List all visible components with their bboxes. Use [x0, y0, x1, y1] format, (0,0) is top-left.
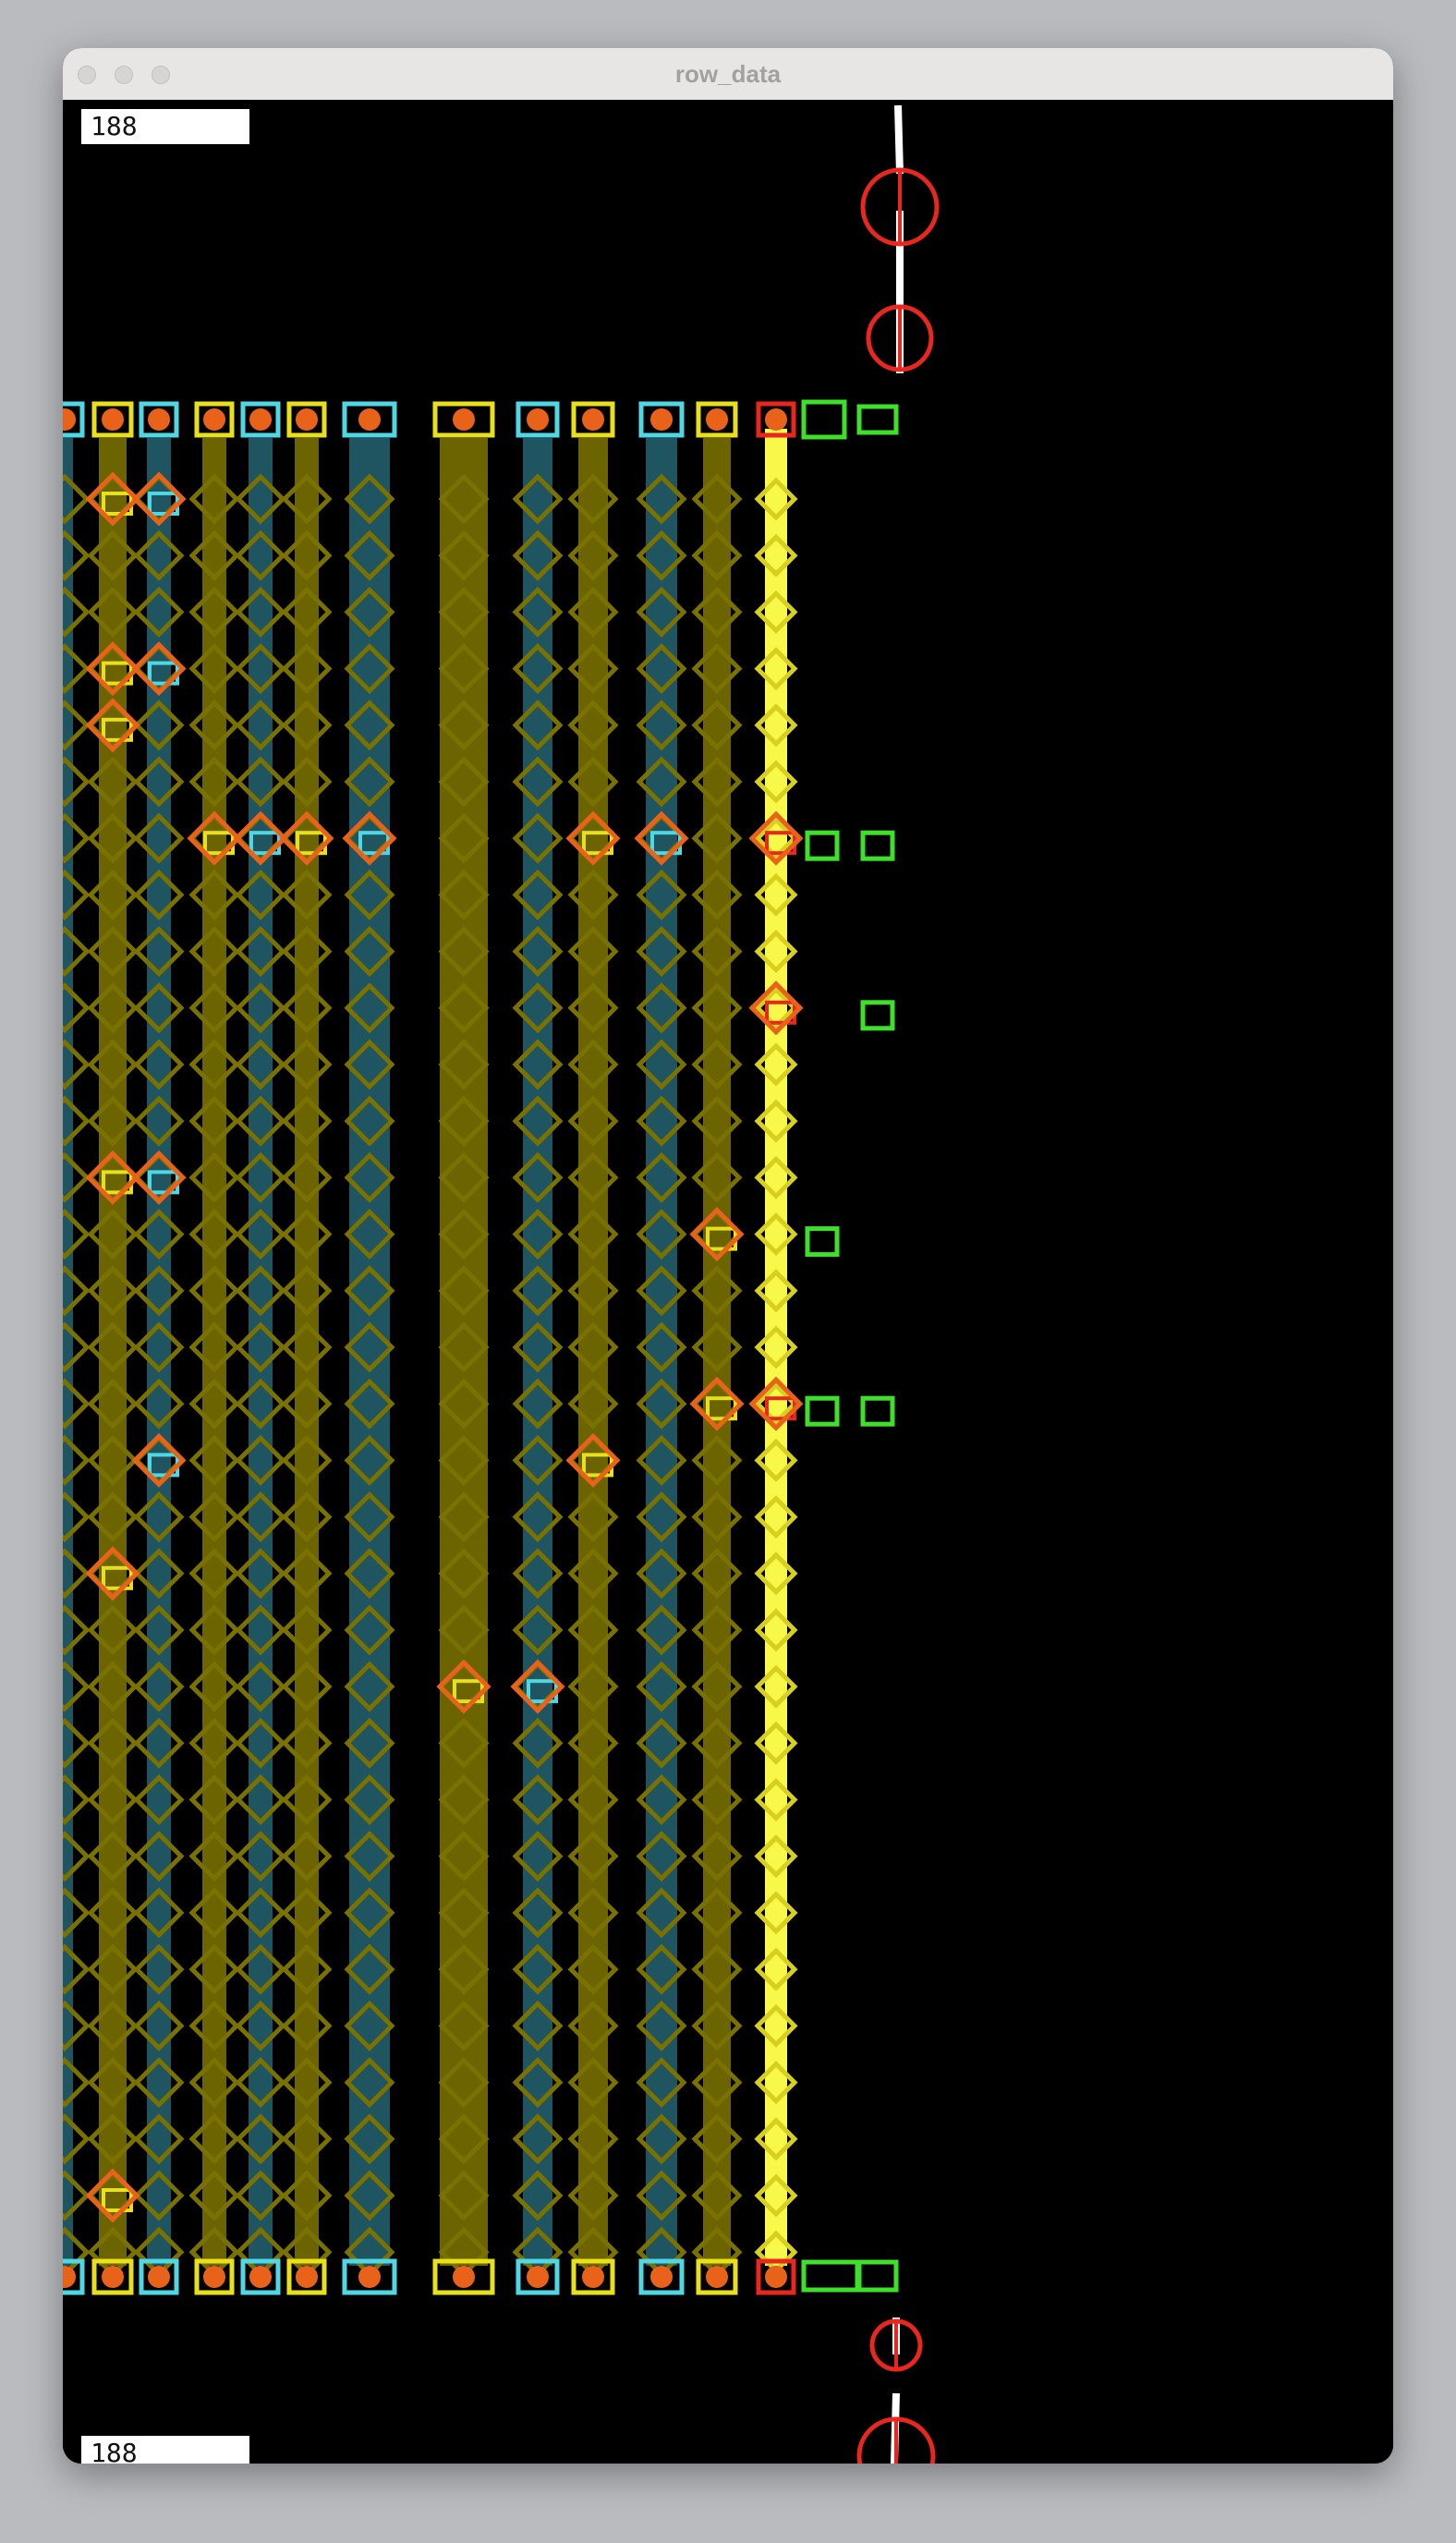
- header-dot-c4: [249, 408, 272, 431]
- bottom-counter: 188: [81, 2436, 249, 2464]
- header-dot-c0: [63, 408, 76, 431]
- header-green-box: [804, 402, 844, 437]
- green-side-box: [863, 1398, 892, 1424]
- header-dot-c2: [148, 408, 170, 431]
- header-dot-c8: [527, 408, 549, 431]
- header-dot-c5: [296, 408, 318, 431]
- row-data-visualization[interactable]: [63, 100, 1393, 2464]
- footer-dot-c12: [765, 2266, 787, 2288]
- footer-dot-c0: [63, 2266, 76, 2288]
- header-green-box: [859, 407, 896, 432]
- footer-dot-c8: [527, 2266, 549, 2288]
- header-dot-c3: [203, 408, 225, 431]
- footer-dot-c4: [249, 2266, 272, 2288]
- title-bar[interactable]: [63, 48, 1393, 101]
- app-window: [63, 48, 1393, 2464]
- footer-dot-c9: [582, 2266, 604, 2288]
- header-dot-c12: [765, 408, 787, 431]
- footer-green-box: [804, 2262, 857, 2290]
- green-side-box: [807, 1398, 837, 1424]
- canvas-area[interactable]: [63, 100, 1393, 2464]
- footer-dot-c3: [203, 2266, 225, 2288]
- footer-dot-c1: [102, 2266, 124, 2288]
- green-side-box: [863, 1003, 892, 1028]
- top-scrub-line-a: [898, 105, 900, 174]
- footer-green-box: [859, 2262, 896, 2290]
- header-dot-c6: [358, 408, 381, 431]
- header-dot-c7: [453, 408, 475, 431]
- window-title: row_data: [674, 60, 782, 88]
- footer-dot-c10: [650, 2266, 673, 2288]
- top-counter: 188: [81, 109, 249, 144]
- green-side-box: [863, 833, 892, 858]
- footer-dot-c7: [453, 2266, 475, 2288]
- footer-dot-c11: [706, 2266, 728, 2288]
- footer-dot-c5: [296, 2266, 318, 2288]
- header-dot-c9: [582, 408, 604, 431]
- green-side-box: [807, 833, 837, 858]
- green-side-box: [807, 1229, 837, 1255]
- header-dot-c11: [706, 408, 728, 431]
- header-dot-c10: [650, 408, 673, 431]
- footer-dot-c6: [358, 2266, 381, 2288]
- footer-dot-c2: [148, 2266, 170, 2288]
- header-dot-c1: [102, 408, 124, 431]
